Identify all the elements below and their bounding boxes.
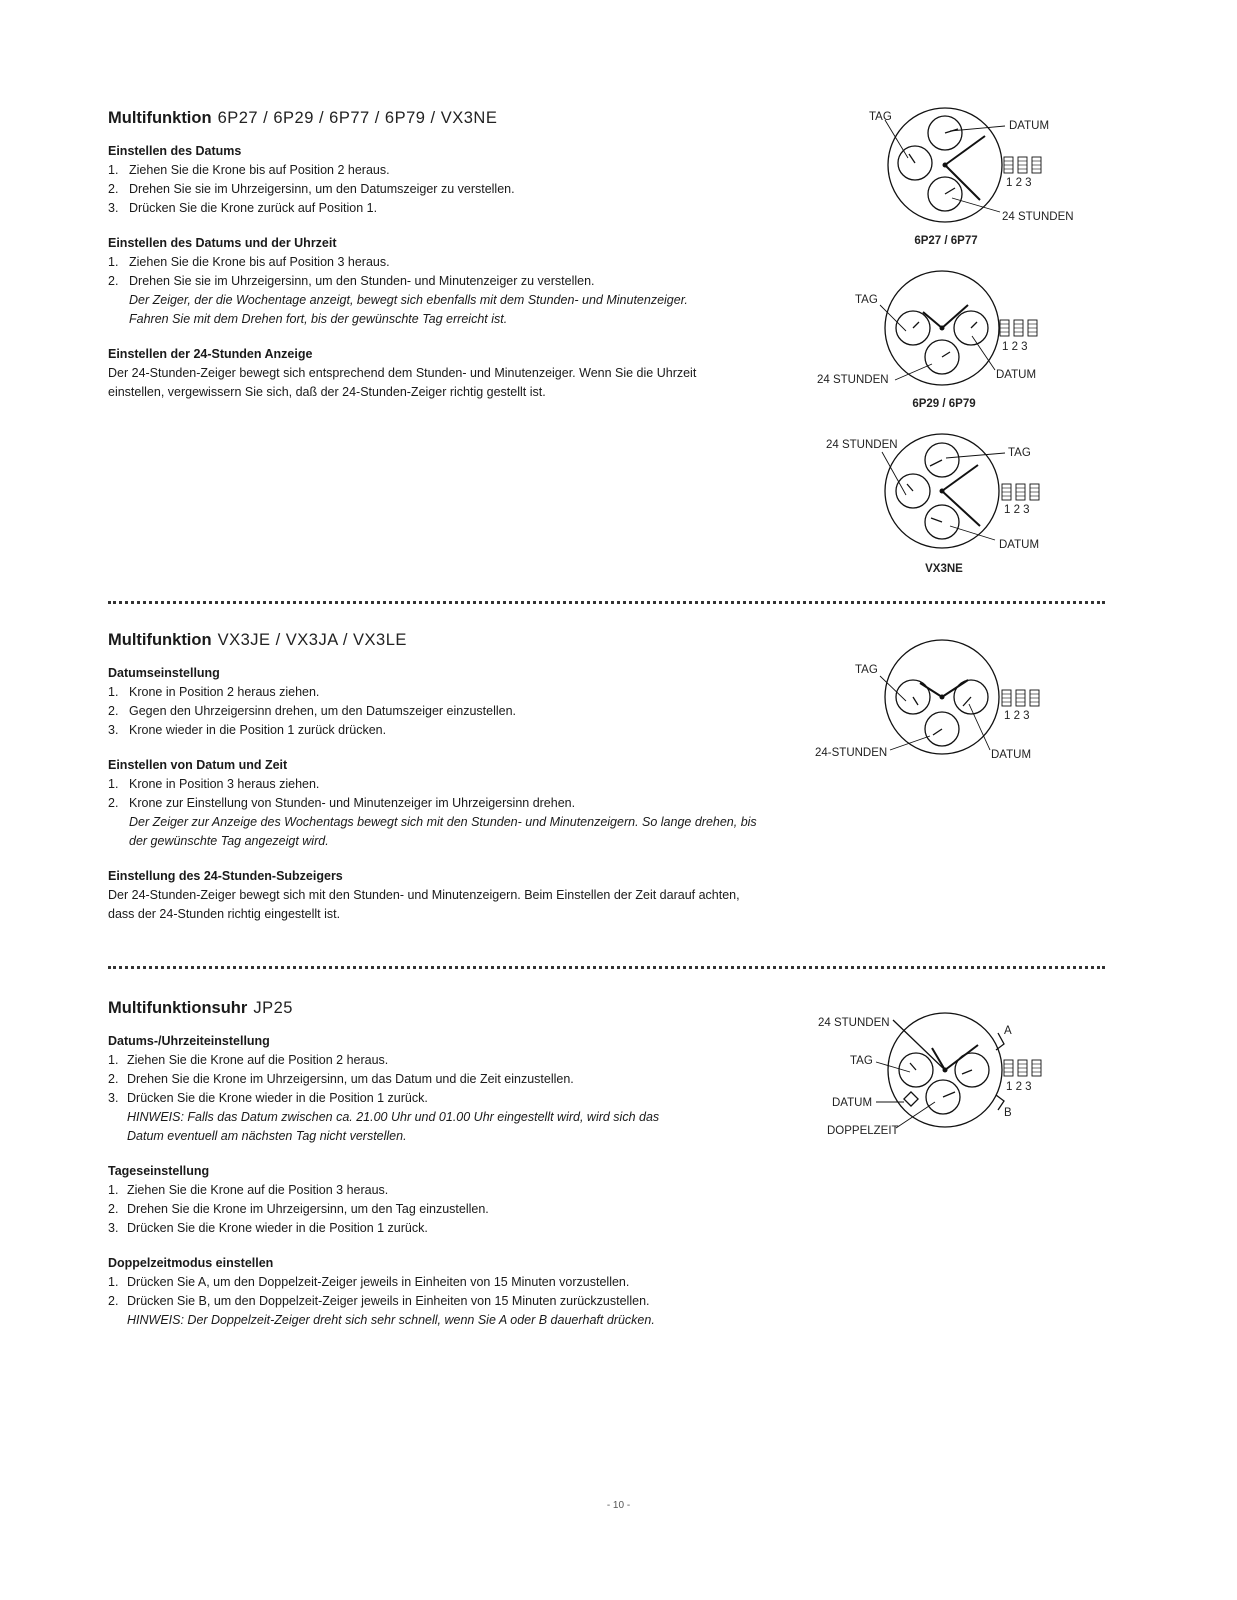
step: 1. Drücken Sie A, um den Doppelzeit-Zeiger jeweils in Einheiten von 15 Minuten vorzustellen.	[108, 1275, 630, 1289]
step: 2. Drehen Sie sie im Uhrzeigersinn, um den Datumszeiger zu verstellen.	[108, 182, 515, 196]
watch-diagram-jp25	[815, 1010, 1095, 1140]
step: 3. Krone wieder in die Position 1 zurück drücken.	[108, 723, 387, 737]
dotted-divider	[108, 601, 1105, 604]
crown-positions: 1 2 3	[1006, 1081, 1032, 1093]
crown-positions: 1 2 3	[1002, 341, 1028, 353]
note: der gewünschte Tag angezeigt wird.	[129, 834, 329, 848]
crown-positions: 1 2 3	[1006, 177, 1032, 189]
step: 3. Drücken Sie die Krone wieder in die Position 1 zurück.	[108, 1221, 428, 1235]
block-heading: Einstellen der 24-Stunden Anzeige	[108, 347, 313, 361]
instruction-block	[108, 1162, 788, 1238]
paragraph-line: dass der 24-Stunden richtig eingestellt ist.	[108, 907, 341, 921]
block-heading: Einstellen des Datums	[108, 144, 242, 158]
label-datum: DATUM	[991, 749, 1032, 761]
watch-diagram-6p27	[860, 100, 1100, 250]
step: 3. Drücken Sie die Krone wieder in die Position 1 zurück.	[108, 1091, 428, 1105]
watch-diagram-vx3je	[810, 635, 1095, 765]
section-title: Multifunktionsuhr JP25	[108, 999, 293, 1017]
label-24-stunden: 24 STUNDEN	[826, 439, 898, 451]
instruction-block	[108, 867, 788, 924]
block-heading: Datumseinstellung	[108, 666, 220, 680]
label-datum: DATUM	[996, 369, 1037, 381]
diagram-caption: 6P29 / 6P79	[912, 398, 976, 410]
crown-positions: 1 2 3	[1004, 710, 1030, 722]
diagram-caption: 6P27 / 6P77	[914, 235, 978, 247]
model-list: 6P27 / 6P29 / 6P77 / 6P79 / VX3NE	[217, 109, 498, 127]
paragraph-line: Der 24-Stunden-Zeiger bewegt sich entsprechend dem Stunden- und Minutenzeiger. Wenn Sie die Uhrzeit	[108, 366, 697, 380]
step: 2. Drehen Sie die Krone im Uhrzeigersinn, um den Tag einzustellen.	[108, 1202, 489, 1216]
block-heading: Einstellen von Datum und Zeit	[108, 758, 288, 772]
instruction-block	[108, 1032, 788, 1146]
label-datum: DATUM	[999, 539, 1040, 551]
label-24-stunden: 24 STUNDEN	[818, 1017, 890, 1029]
block-heading: Einstellung des 24-Stunden-Subzeigers	[108, 869, 343, 883]
label-24-stunden: 24-STUNDEN	[815, 747, 888, 759]
step: 1. Krone in Position 2 heraus ziehen.	[108, 685, 320, 699]
instruction-block	[108, 234, 788, 329]
note: HINWEIS: Falls das Datum zwischen ca. 21.00 Uhr und 01.00 Uhr eingestellt wird, wird sich das	[127, 1110, 660, 1124]
step: 2. Gegen den Uhrzeigersinn drehen, um den Datumszeiger einzustellen.	[108, 704, 517, 718]
note: Der Zeiger zur Anzeige des Wochentags bewegt sich mit den Stunden- und Minutenzeigern. So lange drehen, bis	[129, 815, 757, 829]
block-heading: Einstellen des Datums und der Uhrzeit	[108, 236, 337, 250]
section-title: Multifunktion 6P27 / 6P29 / 6P77 / 6P79 / VX3NE	[108, 109, 498, 127]
instruction-block	[108, 756, 788, 851]
label-24-stunden: 24 STUNDEN	[817, 374, 889, 386]
watch-diagram-vx3ne	[815, 430, 1095, 580]
button-a-label: A	[1004, 1025, 1012, 1037]
step: 1. Ziehen Sie die Krone auf die Position 3 heraus.	[108, 1183, 389, 1197]
instruction-block	[108, 1254, 788, 1330]
note: Der Zeiger, der die Wochentage anzeigt, bewegt sich ebenfalls mit dem Stunden- und Minutenzeiger.	[129, 293, 688, 307]
step: 2. Krone zur Einstellung von Stunden- und Minutenzeiger im Uhrzeigersinn drehen.	[108, 796, 576, 810]
block-heading: Tageseinstellung	[108, 1164, 210, 1178]
step: 2. Drücken Sie B, um den Doppelzeit-Zeiger jeweils in Einheiten von 15 Minuten zurückzustellen.	[108, 1294, 650, 1308]
step: 1. Ziehen Sie die Krone bis auf Position 2 heraus.	[108, 163, 390, 177]
note: Fahren Sie mit dem Drehen fort, bis der gewünschte Tag erreicht ist.	[129, 312, 508, 326]
label-tag: TAG	[1008, 447, 1031, 459]
step: 1. Ziehen Sie die Krone bis auf Position 3 heraus.	[108, 255, 390, 269]
note: Datum eventuell am nächsten Tag nicht verstellen.	[127, 1129, 407, 1143]
label-tag: TAG	[850, 1055, 873, 1067]
crown-positions: 1 2 3	[1004, 504, 1030, 516]
step: 2. Drehen Sie die Krone im Uhrzeigersinn, um das Datum und die Zeit einzustellen.	[108, 1072, 574, 1086]
button-b-label: B	[1004, 1107, 1012, 1119]
instruction-block	[108, 664, 788, 740]
watch-diagram-6p29	[810, 265, 1090, 415]
instruction-block	[108, 142, 788, 218]
model-list: VX3JE / VX3JA / VX3LE	[217, 631, 407, 649]
step: 2. Drehen Sie sie im Uhrzeigersinn, um den Stunden- und Minutenzeiger zu verstellen.	[108, 274, 595, 288]
label-tag: TAG	[855, 664, 878, 676]
paragraph-line: Der 24-Stunden-Zeiger bewegt sich mit den Stunden- und Minutenzeigern. Beim Einstellen der Zeit darauf achten,	[108, 888, 740, 902]
dotted-divider	[108, 966, 1105, 969]
label-24-stunden: 24 STUNDEN	[1002, 211, 1074, 223]
label-tag: TAG	[869, 111, 892, 123]
step: 3. Drücken Sie die Krone zurück auf Position 1.	[108, 201, 378, 215]
label-datum: DATUM	[832, 1097, 873, 1109]
section-multifunktion-6p27	[108, 108, 788, 418]
label-datum: DATUM	[1009, 120, 1050, 132]
step: 1. Ziehen Sie die Krone auf die Position 2 heraus.	[108, 1053, 389, 1067]
section-multifunktion-vx3je	[108, 630, 788, 940]
step: 1. Krone in Position 3 heraus ziehen.	[108, 777, 320, 791]
block-heading: Datums-/Uhrzeiteinstellung	[108, 1034, 270, 1048]
section-title: Multifunktion VX3JE / VX3JA / VX3LE	[108, 631, 407, 649]
diagram-caption: VX3NE	[925, 563, 963, 575]
block-heading: Doppelzeitmodus einstellen	[108, 1256, 274, 1270]
model-list: JP25	[253, 999, 293, 1017]
section-multifunktionsuhr-jp25	[108, 998, 788, 1346]
paragraph-line: einstellen, vergewissern Sie sich, daß der 24-Stunden-Zeiger richtig gestellt ist.	[108, 385, 546, 399]
instruction-block	[108, 345, 788, 402]
label-doppelzeit: DOPPELZEIT	[827, 1125, 899, 1137]
note: HINWEIS: Der Doppelzeit-Zeiger dreht sich sehr schnell, wenn Sie A oder B dauerhaft drücken.	[127, 1313, 655, 1327]
label-tag: TAG	[855, 294, 878, 306]
page-number: - 10 -	[606, 1500, 631, 1511]
